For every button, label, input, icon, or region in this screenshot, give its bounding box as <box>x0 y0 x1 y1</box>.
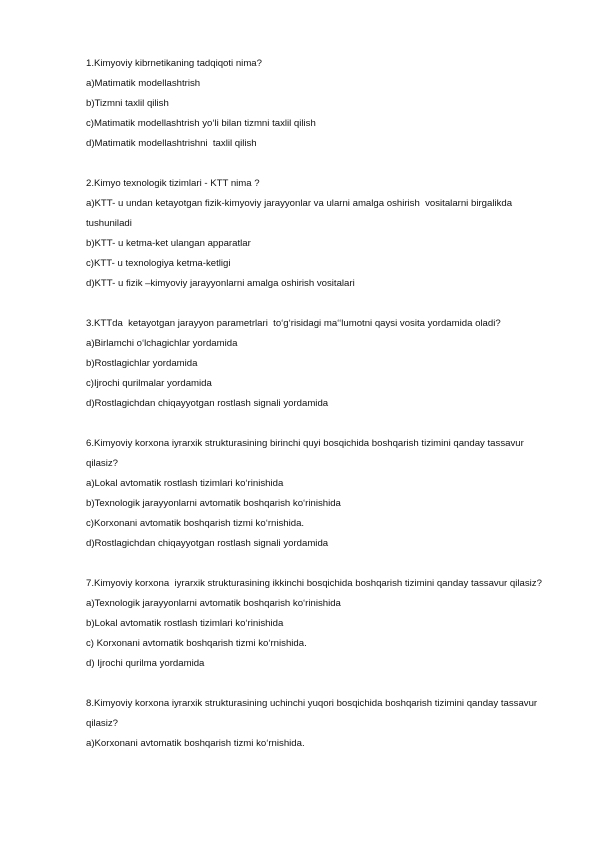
answer-option: d) Ijrochi qurilma yordamida <box>86 658 205 669</box>
answer-option: d)KTT- u fizik –kimyoviy jarayyonlarni amalga oshirish vositalari <box>86 278 355 289</box>
question-text: 7.Kimyoviy korxona iyrarxik strukturasining ikkinchi bosqichida boshqarish tizimini qanday tassavur qilasiz? <box>86 578 542 589</box>
answer-option: a)Birlamchi o‘lchagichlar yordamida <box>86 338 238 349</box>
answer-option: c)Ijrochi qurilmalar yordamida <box>86 378 212 389</box>
answer-option: d)Rostlagichdan chiqayyotgan rostlash signali yordamida <box>86 538 329 549</box>
answer-option: c)Matimatik modellashtrish yo‘li bilan tizmni taxlil qilish <box>86 118 316 129</box>
question-text: 8.Kimyoviy korxona iyrarxik strukturasining uchinchi yuqori bosqichida boshqarish tizimini qanday tassavur qilasiz? <box>86 698 540 729</box>
question-text: 6.Kimyoviy korxona iyrarxik strukturasining birinchi quyi bosqichida boshqarish tizimini qanday tassavur qilasiz? <box>86 438 527 469</box>
answer-option: a)Lokal avtomatik rostlash tizimlari ko‘rinishida <box>86 478 284 489</box>
question-block <box>86 694 546 754</box>
question-block <box>86 574 546 674</box>
answer-option: c)KTT- u texnologiya ketma-ketligi <box>86 258 231 269</box>
question-text: 3.KTTda ketayotgan jarayyon parametrlari to‘g‘risidagi ma‘‘lumotni qaysi vosita yordamida oladi? <box>86 318 501 329</box>
answer-option: b)Tizmni taxlil qilish <box>86 98 169 109</box>
question-text: 2.Kimyo texnologik tizimlari - KTT nima ? <box>86 178 260 189</box>
question-block <box>86 314 546 414</box>
answer-option: a)Texnologik jarayyonlarni avtomatik boshqarish ko‘rinishida <box>86 598 341 609</box>
answer-option: c) Korxonani avtomatik boshqarish tizmi ko‘rnishida. <box>86 638 307 649</box>
answer-option: b)KTT- u ketma-ket ulangan apparatlar <box>86 238 251 249</box>
question-block <box>86 54 546 154</box>
question-block <box>86 434 546 554</box>
question-block <box>86 174 546 294</box>
document-body <box>86 54 546 774</box>
answer-option: b)Rostlagichlar yordamida <box>86 358 198 369</box>
answer-option: c)Korxonani avtomatik boshqarish tizmi ko‘rnishida. <box>86 518 305 529</box>
answer-option: a)Korxonani avtomatik boshqarish tizmi ko‘rnishida. <box>86 738 305 749</box>
answer-option: a)Matimatik modellashtrish <box>86 78 201 89</box>
answer-option: d)Rostlagichdan chiqayyotgan rostlash signali yordamida <box>86 398 329 409</box>
answer-option: a)KTT- u undan ketayotgan fizik-kimyoviy jarayyonlar va ularni amalga oshirish vositalarni birgalikda tushuniladi <box>86 198 515 229</box>
answer-option: b)Lokal avtomatik rostlash tizimlari ko‘rinishida <box>86 618 284 629</box>
question-text: 1.Kimyoviy kibrnetikaning tadqiqoti nima? <box>86 58 262 69</box>
answer-option: d)Matimatik modellashtrishni taxlil qilish <box>86 138 257 149</box>
answer-option: b)Texnologik jarayyonlarni avtomatik boshqarish ko‘rinishida <box>86 498 341 509</box>
